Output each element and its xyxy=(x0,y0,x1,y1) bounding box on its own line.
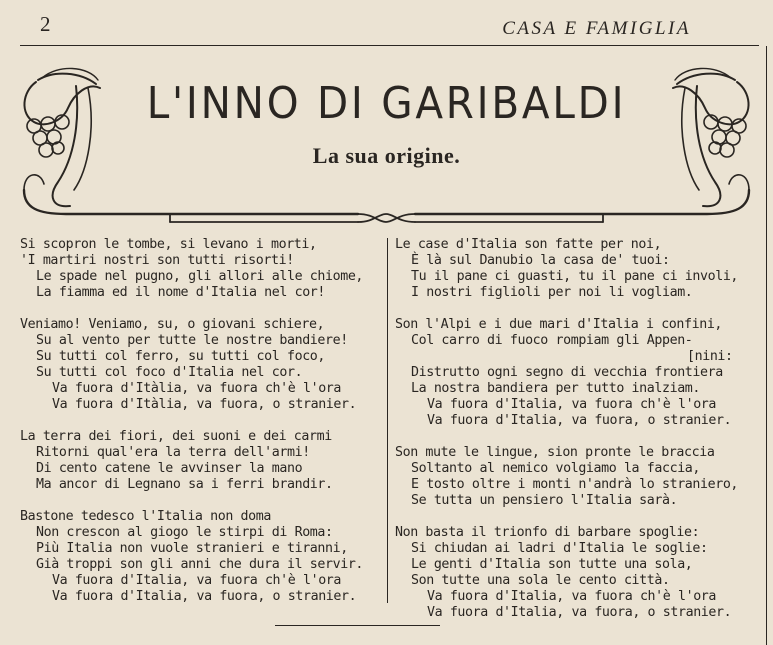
poem-stanza xyxy=(395,317,767,429)
poem-stanza xyxy=(20,237,392,301)
verse-line: E tosto oltre i monti n'andrà lo straniero, xyxy=(411,477,739,492)
poem-stanza xyxy=(20,317,392,413)
verse-line: Si chiudan ai ladri d'Italia le soglie: xyxy=(411,541,708,556)
verse-line: Le case d'Italia son fatte per noi, xyxy=(395,237,662,252)
verse-line: I nostri figlioli per noi li vogliam. xyxy=(411,285,693,300)
verse-line: Va fuora d'Italia, va fuora ch'è l'ora xyxy=(427,397,717,412)
verse-line: Va fuora d'Italia, va fuora, o stranier. xyxy=(52,589,357,604)
verse-line: La nostra bandiera per tutto inalziam. xyxy=(411,381,701,396)
verse-line: Più Italia non vuole stranieri e tiranni, xyxy=(36,541,348,556)
verse-line: Le genti d'Italia son tutte una sola, xyxy=(411,557,693,572)
poem-stanza xyxy=(395,237,767,301)
verse-line: Su al vento per tutte le nostre bandiere! xyxy=(36,333,348,348)
article-title: L'INNO DI GARIBALDI xyxy=(146,78,627,129)
verse-line: Ritorni qual'era la terra dell'armi! xyxy=(36,445,310,460)
verse-line: [nini: xyxy=(687,349,733,364)
verse-line: Distrutto ogni segno di vecchia frontiera xyxy=(411,365,723,380)
verse-line: Su tutti col foco d'Italia nel cor. xyxy=(36,365,303,380)
verse-line: Su tutti col ferro, su tutti col foco, xyxy=(36,349,326,364)
verse-line: Va fuora d'Italia, va fuora ch'è l'ora xyxy=(52,573,342,588)
verse-line: Va fuora d'Italia, va fuora, o stranier. xyxy=(427,413,732,428)
verse-line: Di cento catene le avvinser la mano xyxy=(36,461,303,476)
magazine-running-head: CASA E FAMIGLIA xyxy=(502,18,691,39)
header-rule xyxy=(20,45,759,46)
verse-line: Va fuora d'Itàlia, va fuora, o stranier. xyxy=(52,397,357,412)
verse-line: Non crescon al giogo le stirpi di Roma: xyxy=(36,525,333,540)
article-subtitle: La sua origine. xyxy=(312,143,461,168)
poem-stanza xyxy=(20,509,392,605)
verse-line: Se tutta un pensiero l'Italia sarà. xyxy=(411,493,678,508)
verse-line: Son tutte una sola le cento città. xyxy=(411,573,670,588)
verse-line: È là sul Danubio la casa de' tuoi: xyxy=(411,253,670,268)
verse-line: Le spade nel pugno, gli allori alle chiome, xyxy=(36,269,364,284)
verse-line: La fiamma ed il nome d'Italia nel cor! xyxy=(36,285,326,300)
verse-line: Già troppi son gli anni che dura il servir. xyxy=(36,557,364,572)
verse-line: Col carro di fuoco rompiam gli Appen- xyxy=(411,333,693,348)
verse-line: Va fuora d'Italia, va fuora, o stranier. xyxy=(427,605,732,620)
verse-line: Son l'Alpi e i due mari d'Italia i confini, xyxy=(395,317,723,332)
verse-line: Veniamo! Veniamo, su, o giovani schiere, xyxy=(20,317,325,332)
verse-line: Tu il pane ci guasti, tu il pane ci involi, xyxy=(411,269,739,284)
page-number: 2 xyxy=(40,12,52,36)
poem-stanza xyxy=(20,429,392,493)
verse-line: Non basta il trionfo di barbare spoglie: xyxy=(395,525,700,540)
poem-stanza xyxy=(395,445,767,509)
verse-line: Son mute le lingue, sion pronte le braccia xyxy=(395,445,715,460)
verse-line: Ma ancor di Legnano sa i ferri brandir. xyxy=(36,477,333,492)
poem-stanza xyxy=(395,525,767,621)
verse-line: Soltanto al nemico volgiamo la faccia, xyxy=(411,461,701,476)
poem-column-right xyxy=(395,237,767,637)
footer-rule xyxy=(275,625,440,626)
poem-column-left xyxy=(20,237,392,621)
verse-line: Va fuora d'Italia, va fuora ch'è l'ora xyxy=(427,589,717,604)
verse-line: Si scopron le tombe, si levano i morti, xyxy=(20,237,317,252)
verse-line: Bastone tedesco l'Italia non doma xyxy=(20,509,271,524)
verse-line: 'I martiri nostri son tutti risorti! xyxy=(20,253,294,268)
verse-line: La terra dei fiori, dei suoni e dei carmi xyxy=(20,429,332,444)
verse-line: Va fuora d'Itàlia, va fuora ch'è l'ora xyxy=(52,381,342,396)
